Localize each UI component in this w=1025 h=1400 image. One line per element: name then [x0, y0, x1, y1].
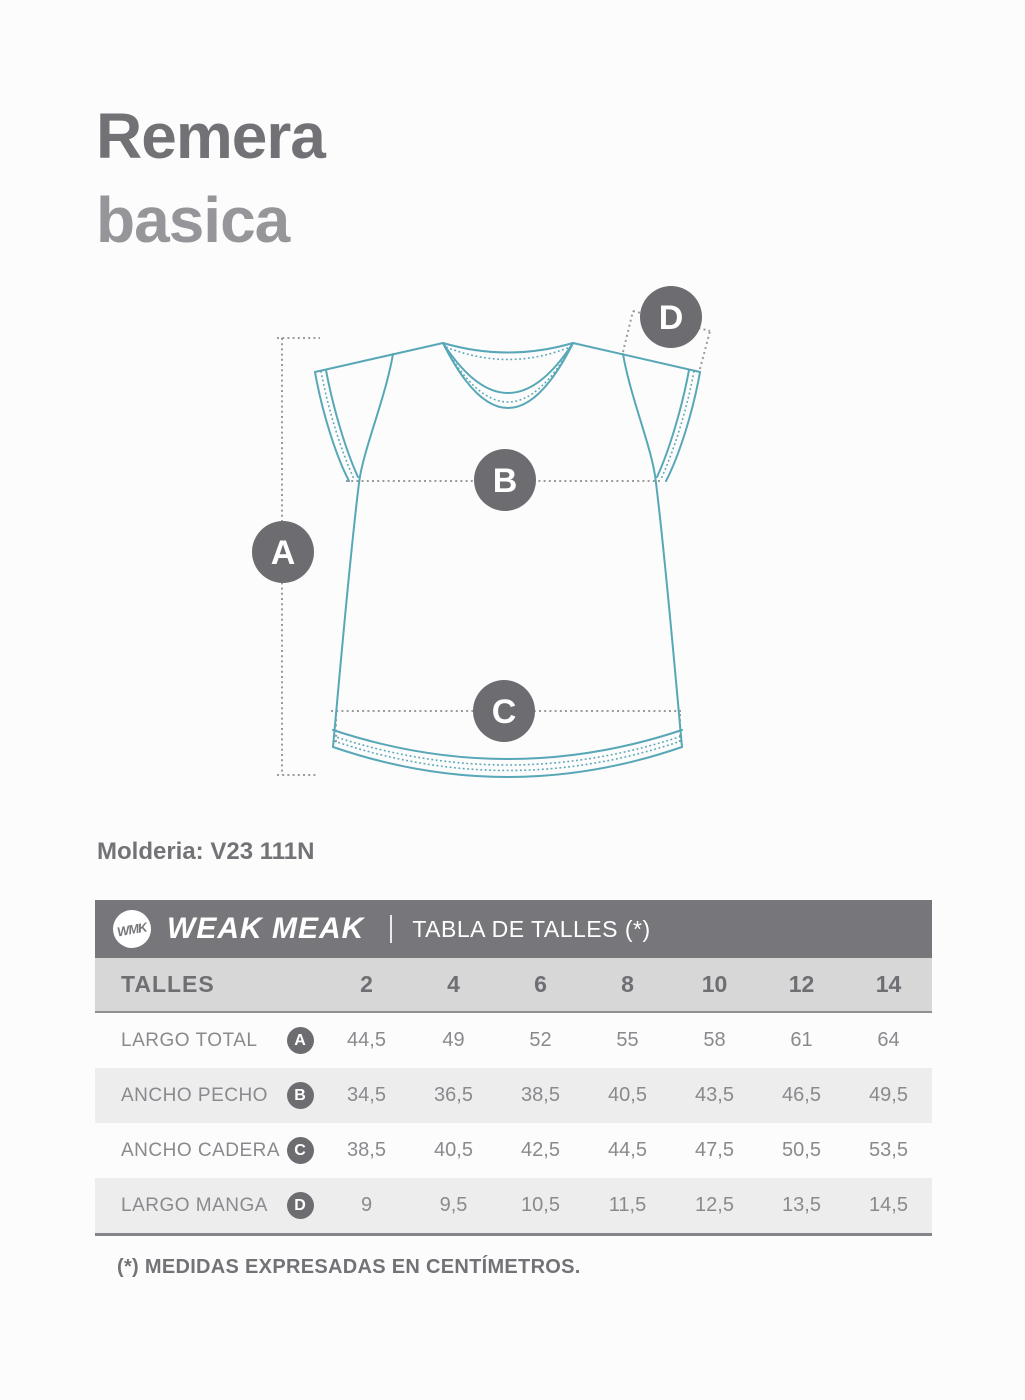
size-col-header: 8: [621, 971, 634, 997]
molderia-label: Molderia: V23 111N: [97, 838, 315, 865]
cell-value: 34,5: [347, 1084, 386, 1106]
cell-value: 58: [703, 1029, 726, 1051]
table-row-ancho-pecho: [95, 1068, 932, 1123]
sizes-header-row: [95, 958, 932, 1013]
row-label: ANCHO CADERA: [121, 1139, 281, 1161]
left-shoulder-seam: [315, 343, 443, 372]
cell-value: 55: [616, 1029, 639, 1051]
marker-a: [252, 521, 314, 583]
tshirt-diagram-svg: [236, 278, 764, 822]
table-row-largo-total: [95, 1013, 932, 1068]
cell-value: 36,5: [434, 1084, 473, 1106]
cell-value: 44,5: [347, 1029, 386, 1051]
dimension-d-ext2: [700, 331, 710, 369]
sizes-header-label: TALLES: [121, 971, 215, 997]
header-divider: [390, 915, 392, 943]
cell-value: 13,5: [782, 1194, 821, 1216]
right-cuff-stitch: [661, 371, 694, 479]
back-neck-edge: [443, 343, 573, 353]
table-row-largo-manga: [95, 1178, 932, 1233]
cell-value: 40,5: [434, 1139, 473, 1161]
cell-value: 11,5: [608, 1194, 647, 1216]
brand-monogram: WMK: [116, 919, 148, 939]
marker-badge-d: D: [287, 1192, 314, 1219]
left-cuff-outer: [315, 372, 349, 481]
marker-c: [473, 680, 535, 742]
cell-value: 49,5: [869, 1084, 908, 1106]
left-cuff-inner: [326, 370, 358, 477]
cell-value: 53,5: [869, 1139, 908, 1161]
brand-name: WEAK MEAK: [167, 912, 365, 945]
left-side-seam: [333, 483, 359, 747]
row-badge-cell: [277, 1027, 323, 1054]
table-title: TABLA DE TALLES (*): [412, 915, 651, 942]
page-title-line1: Remera: [96, 100, 325, 172]
cell-value: 9,5: [439, 1194, 468, 1216]
cell-value: 46,5: [782, 1084, 821, 1106]
row-badge-cell: [277, 1192, 323, 1219]
cell-value: 49: [442, 1029, 465, 1051]
size-col-header: 2: [360, 971, 373, 997]
marker-d: [640, 286, 702, 348]
cell-value: 12,5: [695, 1194, 734, 1216]
row-label: LARGO MANGA: [121, 1194, 268, 1216]
cell-value: 42,5: [521, 1139, 560, 1161]
cell-value: 40,5: [608, 1084, 647, 1106]
cell-value: 52: [529, 1029, 552, 1051]
cell-value: 14,5: [869, 1194, 908, 1216]
cell-value: 47,5: [695, 1139, 734, 1161]
left-armhole: [359, 354, 393, 483]
size-col-header: 14: [875, 971, 902, 997]
row-label: LARGO TOTAL: [121, 1029, 258, 1051]
row-label: ANCHO PECHO: [121, 1084, 268, 1106]
dimension-d-ext1: [623, 311, 633, 352]
cell-value: 43,5: [695, 1084, 734, 1106]
size-col-header: 6: [534, 971, 547, 997]
cell-value: 61: [790, 1029, 813, 1051]
size-col-header: 4: [447, 971, 460, 997]
marker-badge-b: B: [287, 1082, 314, 1109]
marker-b-letter: B: [492, 462, 518, 500]
cell-value: 44,5: [608, 1139, 647, 1161]
cell-value: 64: [877, 1029, 900, 1051]
collar-band-top: [443, 343, 573, 393]
measurements-footnote: (*) MEDIDAS EXPRESADAS EN CENTÍMETROS.: [117, 1256, 581, 1278]
size-col-header: 12: [788, 971, 815, 997]
marker-a-letter: A: [270, 534, 296, 572]
marker-badge-a: A: [287, 1027, 314, 1054]
left-cuff-stitch: [321, 371, 354, 479]
measurement-markers: [252, 286, 702, 742]
table-header-bar: [95, 900, 932, 958]
cell-value: 10,5: [521, 1194, 560, 1216]
row-badge-cell: [277, 1137, 323, 1164]
cell-value: 38,5: [521, 1084, 560, 1106]
size-col-header: 10: [701, 971, 728, 997]
marker-b: [474, 449, 536, 511]
marker-badge-c: C: [287, 1137, 314, 1164]
right-shoulder-seam: [573, 343, 700, 372]
page-title: [96, 94, 325, 262]
cell-value: 50,5: [782, 1139, 821, 1161]
table-row-ancho-cadera: [95, 1123, 932, 1178]
size-table: [95, 900, 932, 1236]
right-cuff-inner: [657, 370, 689, 477]
right-cuff-outer: [666, 372, 700, 481]
tshirt-measurement-diagram: [236, 278, 764, 822]
brand-logo-icon: [113, 910, 151, 948]
row-badge-cell: [277, 1082, 323, 1109]
right-side-seam: [656, 483, 682, 747]
page-title-line2: basica: [96, 184, 290, 256]
marker-c-letter: C: [491, 693, 517, 731]
cell-value: 9: [360, 1194, 373, 1216]
marker-d-letter: D: [658, 299, 684, 337]
cell-value: 38,5: [347, 1139, 386, 1161]
right-armhole: [623, 354, 656, 483]
